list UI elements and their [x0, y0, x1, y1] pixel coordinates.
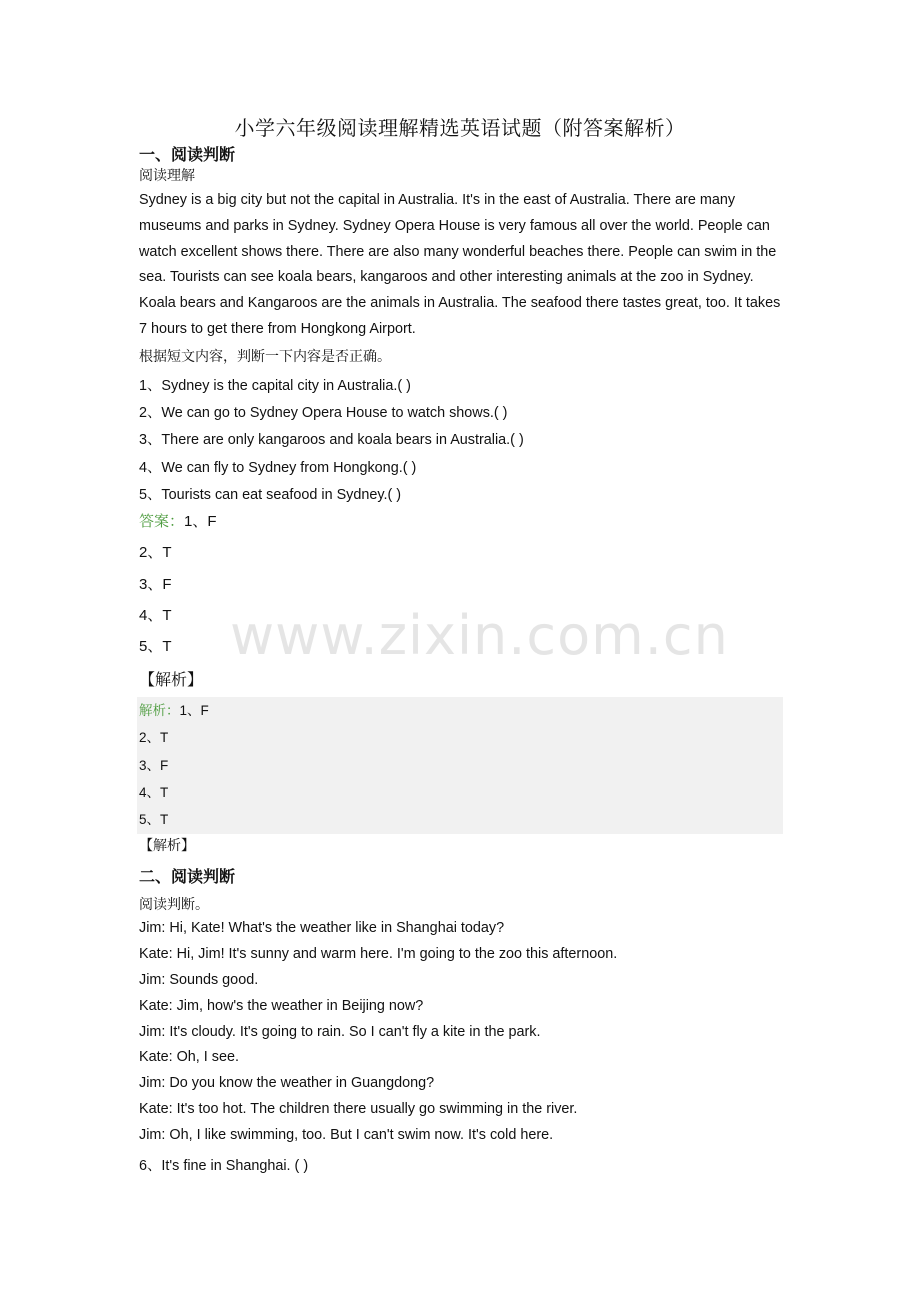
answer-row	[139, 506, 217, 537]
analysis-footer: 【解析】	[139, 838, 195, 854]
dialogue-line-8: Kate: It's too hot. The children there usually go swimming in the river.	[139, 1101, 578, 1117]
answer-4: 4、T	[139, 606, 172, 624]
analysis-row	[137, 697, 783, 724]
dialogue-line-5: Jim: It's cloudy. It's going to rain. So I can't fly a kite in the park.	[139, 1024, 541, 1040]
answer-block	[139, 506, 217, 662]
analysis-line-1: 1、F	[179, 703, 209, 718]
dialogue-line-3: Jim: Sounds good.	[139, 972, 259, 988]
analysis-line-3: 3、F	[139, 757, 169, 773]
analysis-line-5: 5、T	[139, 812, 169, 828]
answer-1: 1、F	[184, 513, 217, 530]
section2-subheading: 阅读判断。	[139, 897, 209, 913]
answer-3: 3、F	[139, 575, 172, 593]
question-5: 5、Tourists can eat seafood in Sydney.( )	[139, 487, 402, 503]
question-3: 3、There are only kangaroos and koala bears in Australia.( )	[139, 432, 524, 448]
section1-heading: 一、阅读判断	[139, 145, 236, 164]
answer-5: 5、T	[139, 638, 172, 656]
section1-subheading: 阅读理解	[139, 168, 195, 184]
analysis-title: 【解析】	[139, 670, 204, 689]
answer-label: 答案：	[139, 512, 185, 530]
section1-instruction: 根据短文内容，判断一下内容是否正确。	[139, 349, 391, 365]
question-4: 4、We can fly to Sydney from Hongkong.( )	[139, 460, 417, 476]
dialogue-line-2: Kate: Hi, Jim! It's sunny and warm here. I'm going to the zoo this afternoon.	[139, 946, 618, 962]
watermark: www.zixin.com.cn	[230, 604, 729, 667]
analysis-label: 解析：	[139, 703, 180, 719]
section1-passage: Sydney is a big city but not the capital in Australia. It's in the east of Australia. There are many museums and parks in Sydney. Sydney Opera House is very famous all over the world. People can watch excellent shows there. There are also many wonderful beaches there. People can swim in the sea. Tourists can see koala bears, kangaroos and other interesting animals at the zoo in Sydney. Koala bears and Kangaroos are the animals in Australia. The seafood there tastes great, too. It takes 7 hours to get there from Hongkong Airport.	[139, 192, 781, 337]
question-2: 2、We can go to Sydney Opera House to watch shows.( )	[139, 405, 508, 421]
analysis-line-4: 4、T	[139, 784, 169, 800]
section2-heading: 二、阅读判断	[139, 867, 236, 886]
dialogue-line-6: Kate: Oh, I see.	[139, 1049, 239, 1065]
analysis-line-2: 2、T	[139, 730, 169, 746]
document-title: 小学六年级阅读理解精选英语试题（附答案解析）	[234, 116, 686, 140]
answer-2: 2、T	[139, 544, 172, 562]
dialogue-line-9: Jim: Oh, I like swimming, too. But I can't swim now. It's cold here.	[139, 1127, 554, 1143]
analysis-box	[137, 697, 783, 834]
question-6: 6、It's fine in Shanghai. ( )	[139, 1158, 309, 1174]
dialogue-line-4: Kate: Jim, how's the weather in Beijing now?	[139, 998, 424, 1014]
dialogue-line-1: Jim: Hi, Kate! What's the weather like in Shanghai today?	[139, 920, 505, 936]
question-1: 1、Sydney is the capital city in Australia.( )	[139, 378, 411, 394]
dialogue-line-7: Jim: Do you know the weather in Guangdong?	[139, 1075, 435, 1091]
